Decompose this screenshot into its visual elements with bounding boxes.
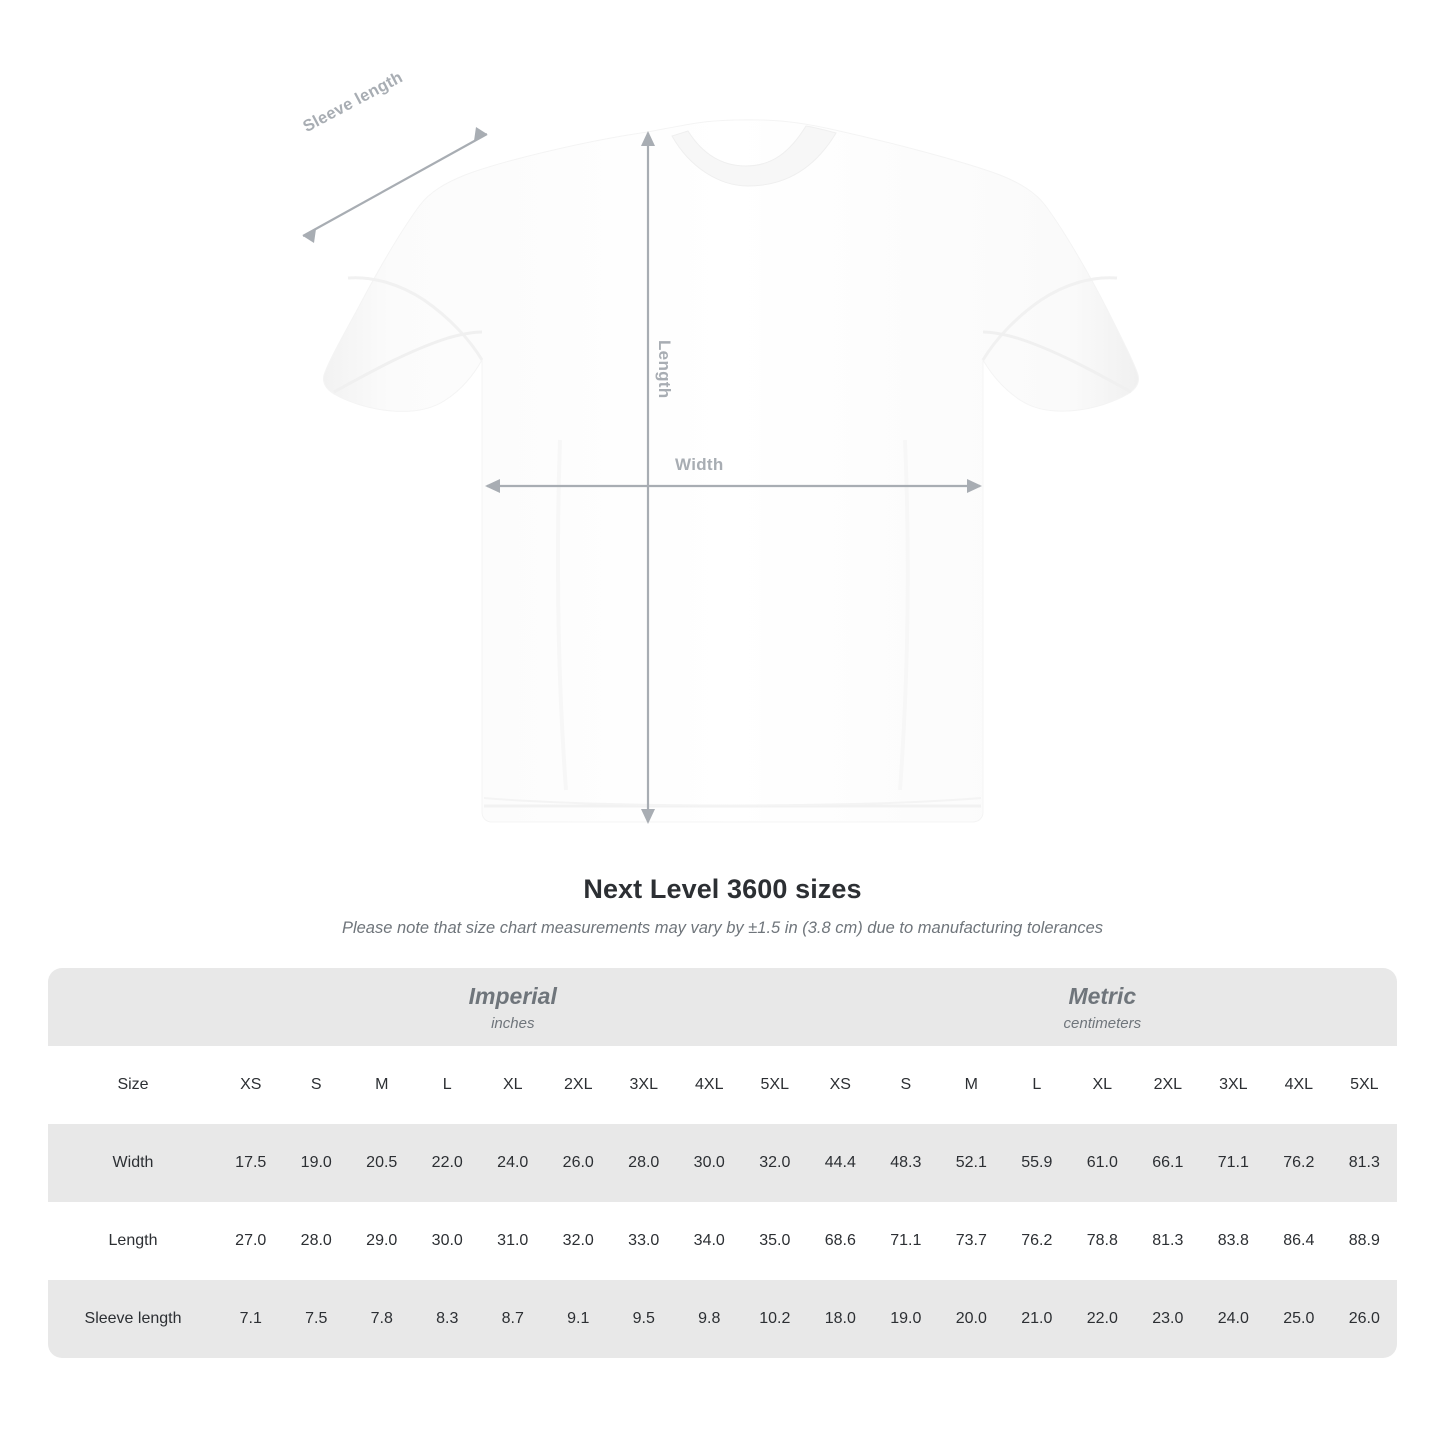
cell: 8.3	[415, 1280, 481, 1358]
unit-group-imperial	[218, 968, 808, 1046]
table-row	[48, 1280, 1397, 1358]
column-header: M	[349, 1046, 415, 1124]
sleeve-length-label: Sleeve length	[300, 68, 406, 136]
cell: 66.1	[1135, 1124, 1201, 1202]
column-header: 3XL	[1201, 1046, 1267, 1124]
unit-header-row	[48, 968, 1397, 1046]
cell: 9.1	[546, 1280, 612, 1358]
column-header: 5XL	[742, 1046, 808, 1124]
column-header: S	[284, 1046, 350, 1124]
cell: 22.0	[415, 1124, 481, 1202]
tolerance-note: Please note that size chart measurements may vary by ±1.5 in (3.8 cm) due to manufacturing tolerances	[341, 919, 1104, 937]
column-header: 5XL	[1332, 1046, 1397, 1124]
column-header: M	[939, 1046, 1005, 1124]
cell: 23.0	[1135, 1280, 1201, 1358]
column-header: S	[873, 1046, 939, 1124]
cell: 24.0	[1201, 1280, 1267, 1358]
size-header-label: Size	[48, 1046, 218, 1124]
cell: 61.0	[1070, 1124, 1136, 1202]
unit-system-label: Imperial	[468, 983, 557, 1010]
cell: 9.8	[677, 1280, 743, 1358]
cell: 76.2	[1266, 1124, 1332, 1202]
size-header-row	[48, 1046, 1397, 1124]
cell: 30.0	[677, 1124, 743, 1202]
length-label: Length	[655, 340, 674, 399]
table-row	[48, 1202, 1397, 1280]
cell: 35.0	[742, 1202, 808, 1280]
column-header: 3XL	[611, 1046, 677, 1124]
column-header: L	[1004, 1046, 1070, 1124]
cell: 10.2	[742, 1280, 808, 1358]
cell: 83.8	[1201, 1202, 1267, 1280]
cell: 17.5	[218, 1124, 284, 1202]
cell: 28.0	[611, 1124, 677, 1202]
unit-name-label: inches	[491, 1014, 535, 1032]
cell: 52.1	[939, 1124, 1005, 1202]
row-label-width: Width	[48, 1124, 218, 1202]
cell: 81.3	[1135, 1202, 1201, 1280]
cell: 55.9	[1004, 1124, 1070, 1202]
cell: 18.0	[808, 1280, 874, 1358]
column-header: 2XL	[546, 1046, 612, 1124]
cell: 86.4	[1266, 1202, 1332, 1280]
column-header: XS	[218, 1046, 284, 1124]
column-header: 2XL	[1135, 1046, 1201, 1124]
cell: 26.0	[1332, 1280, 1397, 1358]
size-table	[48, 968, 1397, 1358]
table-row	[48, 1124, 1397, 1202]
unit-system-label: Metric	[1068, 983, 1137, 1010]
cell: 9.5	[611, 1280, 677, 1358]
cell: 81.3	[1332, 1124, 1397, 1202]
cell: 76.2	[1004, 1202, 1070, 1280]
column-header: XL	[1070, 1046, 1136, 1124]
cell: 73.7	[939, 1202, 1005, 1280]
column-header: XS	[808, 1046, 874, 1124]
cell: 88.9	[1332, 1202, 1397, 1280]
cell: 32.0	[546, 1202, 612, 1280]
cell: 78.8	[1070, 1202, 1136, 1280]
column-header: L	[415, 1046, 481, 1124]
size-table-wrapper	[48, 968, 1397, 1358]
width-label: Width	[675, 455, 724, 474]
cell: 32.0	[742, 1124, 808, 1202]
column-header: XL	[480, 1046, 546, 1124]
cell: 44.4	[808, 1124, 874, 1202]
cell: 22.0	[1070, 1280, 1136, 1358]
cell: 21.0	[1004, 1280, 1070, 1358]
unit-group-metric	[808, 968, 1397, 1046]
cell: 25.0	[1266, 1280, 1332, 1358]
cell: 7.8	[349, 1280, 415, 1358]
cell: 24.0	[480, 1124, 546, 1202]
unit-corner-cell	[48, 968, 218, 1046]
cell: 68.6	[808, 1202, 874, 1280]
row-label-sleeve-length: Sleeve length	[48, 1280, 218, 1358]
cell: 26.0	[546, 1124, 612, 1202]
cell: 34.0	[677, 1202, 743, 1280]
title-block	[0, 874, 1445, 938]
cell: 7.1	[218, 1280, 284, 1358]
cell: 29.0	[349, 1202, 415, 1280]
cell: 48.3	[873, 1124, 939, 1202]
row-label-length: Length	[48, 1202, 218, 1280]
cell: 20.0	[939, 1280, 1005, 1358]
cell: 27.0	[218, 1202, 284, 1280]
cell: 7.5	[284, 1280, 350, 1358]
cell: 19.0	[873, 1280, 939, 1358]
cell: 71.1	[1201, 1124, 1267, 1202]
column-header: 4XL	[677, 1046, 743, 1124]
cell: 28.0	[284, 1202, 350, 1280]
cell: 71.1	[873, 1202, 939, 1280]
cell: 19.0	[284, 1124, 350, 1202]
cell: 30.0	[415, 1202, 481, 1280]
column-header: 4XL	[1266, 1046, 1332, 1124]
page-title: Next Level 3600 sizes	[583, 874, 862, 904]
unit-name-label: centimeters	[1063, 1014, 1142, 1032]
cell: 33.0	[611, 1202, 677, 1280]
cell: 8.7	[480, 1280, 546, 1358]
cell: 31.0	[480, 1202, 546, 1280]
cell: 20.5	[349, 1124, 415, 1202]
